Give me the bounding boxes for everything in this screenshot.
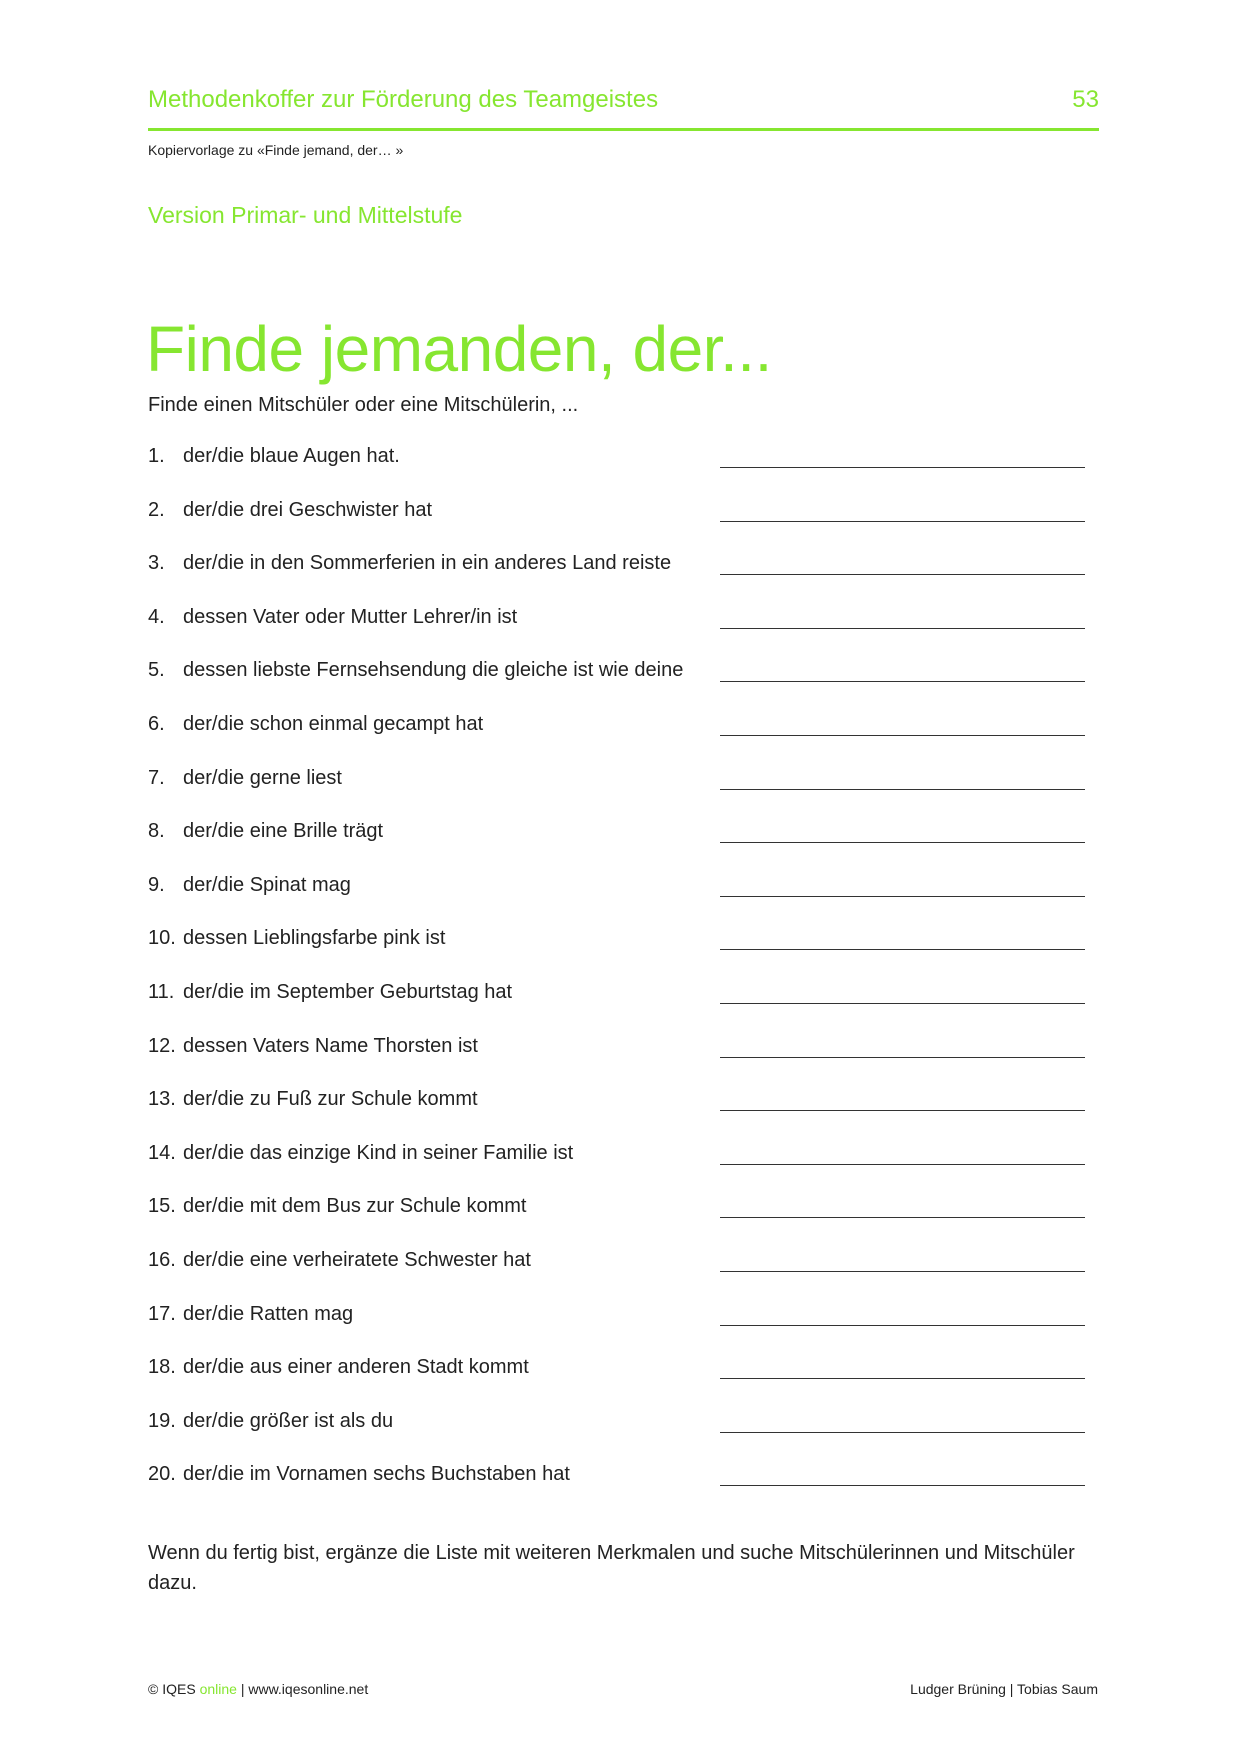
item-text: der/die schon einmal gecampt hat: [183, 712, 484, 735]
list-item: [148, 1299, 1088, 1353]
list-item: [148, 441, 1088, 495]
item-number: 7.: [148, 766, 165, 789]
item-number: 4.: [148, 605, 165, 628]
item-number: 19.: [148, 1409, 176, 1432]
item-number: 6.: [148, 712, 165, 735]
item-number: 12.: [148, 1034, 176, 1057]
item-number: 16.: [148, 1248, 176, 1271]
item-number: 14.: [148, 1141, 176, 1164]
answer-line[interactable]: [720, 521, 1085, 522]
outro-text: Wenn du fertig bist, ergänze die Liste mit weiteren Merkmalen und suche Mitschülerinnen und Mitschüler dazu.: [148, 1542, 1075, 1594]
item-number: 1.: [148, 445, 165, 467]
answer-line[interactable]: [720, 1485, 1085, 1486]
answer-line[interactable]: [720, 1003, 1085, 1004]
list-item: [148, 1459, 1088, 1513]
list-item: [148, 977, 1088, 1031]
list-item: [148, 1406, 1088, 1460]
answer-line[interactable]: [720, 949, 1085, 950]
list-item: [148, 602, 1088, 656]
item-number: 20.: [148, 1463, 176, 1486]
header-title: Methodenkoffer zur Förderung des Teamgeistes: [148, 86, 659, 113]
list-item: [148, 923, 1088, 977]
answer-line[interactable]: [720, 574, 1085, 575]
item-number: 3.: [148, 552, 165, 575]
list-item: [148, 1191, 1088, 1245]
item-text: der/die blaue Augen hat.: [183, 445, 400, 467]
item-text: der/die Spinat mag: [183, 873, 351, 896]
item-text: dessen Vaters Name Thorsten ist: [183, 1034, 478, 1057]
answer-line[interactable]: [720, 628, 1085, 629]
answer-line[interactable]: [720, 1378, 1085, 1379]
criteria-list: [148, 441, 1088, 1513]
item-number: 15.: [148, 1195, 176, 1218]
item-text: der/die aus einer anderen Stadt kommt: [183, 1356, 529, 1379]
footer-online-text: online: [199, 1681, 237, 1697]
item-number: 2.: [148, 498, 165, 521]
version-label: Version Primar- und Mittelstufe: [148, 202, 463, 228]
item-text: der/die eine verheiratete Schwester hat: [183, 1248, 531, 1271]
item-text: dessen Lieblingsfarbe pink ist: [183, 927, 446, 950]
item-text: der/die in den Sommerferien in ein anderes Land reiste: [183, 552, 672, 575]
answer-line[interactable]: [720, 467, 1085, 468]
item-text: der/die das einzige Kind in seiner Familie ist: [183, 1141, 574, 1164]
answer-line[interactable]: [720, 1432, 1085, 1433]
item-number: 9.: [148, 873, 165, 896]
list-item: [148, 1352, 1088, 1406]
list-item: [148, 870, 1088, 924]
page-header: [148, 82, 1099, 131]
copy-template-note: Kopiervorlage zu «Finde jemand, der… »: [148, 142, 404, 158]
answer-line[interactable]: [720, 735, 1085, 736]
item-text: der/die gerne liest: [183, 766, 342, 789]
item-number: 10.: [148, 927, 176, 950]
list-item: [148, 655, 1088, 709]
answer-line[interactable]: [720, 1110, 1085, 1111]
footer-copyright-text: © IQES: [148, 1681, 196, 1697]
answer-line[interactable]: [720, 896, 1085, 897]
item-number: 17.: [148, 1302, 176, 1325]
list-item: [148, 495, 1088, 549]
item-text: der/die mit dem Bus zur Schule kommt: [183, 1195, 527, 1218]
answer-line[interactable]: [720, 1217, 1085, 1218]
item-number: 5.: [148, 659, 165, 682]
item-text: der/die im September Geburtstag hat: [183, 980, 513, 1003]
intro-text: Finde einen Mitschüler oder eine Mitschülerin, ...: [148, 394, 579, 416]
item-text: der/die eine Brille trägt: [183, 820, 384, 843]
footer-copyright: [148, 1681, 368, 1697]
answer-line[interactable]: [720, 1164, 1085, 1165]
item-text: der/die größer ist als du: [183, 1409, 394, 1432]
footer-website: www.iqesonline.net: [248, 1681, 369, 1697]
list-item: [148, 816, 1088, 870]
item-text: der/die im Vornamen sechs Buchstaben hat: [183, 1463, 570, 1486]
answer-line[interactable]: [720, 1325, 1085, 1326]
list-item: [148, 763, 1088, 817]
page-number: 53: [1072, 86, 1099, 113]
item-text: der/die drei Geschwister hat: [183, 498, 433, 521]
list-item: [148, 548, 1088, 602]
item-number: 8.: [148, 820, 165, 843]
footer-authors: Ludger Brüning | Tobias Saum: [910, 1681, 1098, 1697]
item-number: 11.: [148, 980, 175, 1003]
list-item: [148, 1245, 1088, 1299]
answer-line[interactable]: [720, 1057, 1085, 1058]
list-item: [148, 1084, 1088, 1138]
answer-line[interactable]: [720, 681, 1085, 682]
item-number: 13.: [148, 1088, 176, 1111]
page-title: Finde jemanden, der...: [146, 313, 772, 385]
footer-separator: |: [240, 1681, 245, 1697]
list-item: [148, 709, 1088, 763]
list-item: [148, 1031, 1088, 1085]
item-text: dessen liebste Fernsehsendung die gleiche ist wie deine: [183, 659, 684, 682]
answer-line[interactable]: [720, 842, 1085, 843]
answer-line[interactable]: [720, 789, 1085, 790]
item-text: dessen Vater oder Mutter Lehrer/in ist: [183, 605, 518, 628]
item-number: 18.: [148, 1356, 176, 1379]
list-item: [148, 1138, 1088, 1192]
item-text: der/die zu Fuß zur Schule kommt: [183, 1088, 478, 1111]
answer-line[interactable]: [720, 1271, 1085, 1272]
item-text: der/die Ratten mag: [183, 1302, 354, 1325]
